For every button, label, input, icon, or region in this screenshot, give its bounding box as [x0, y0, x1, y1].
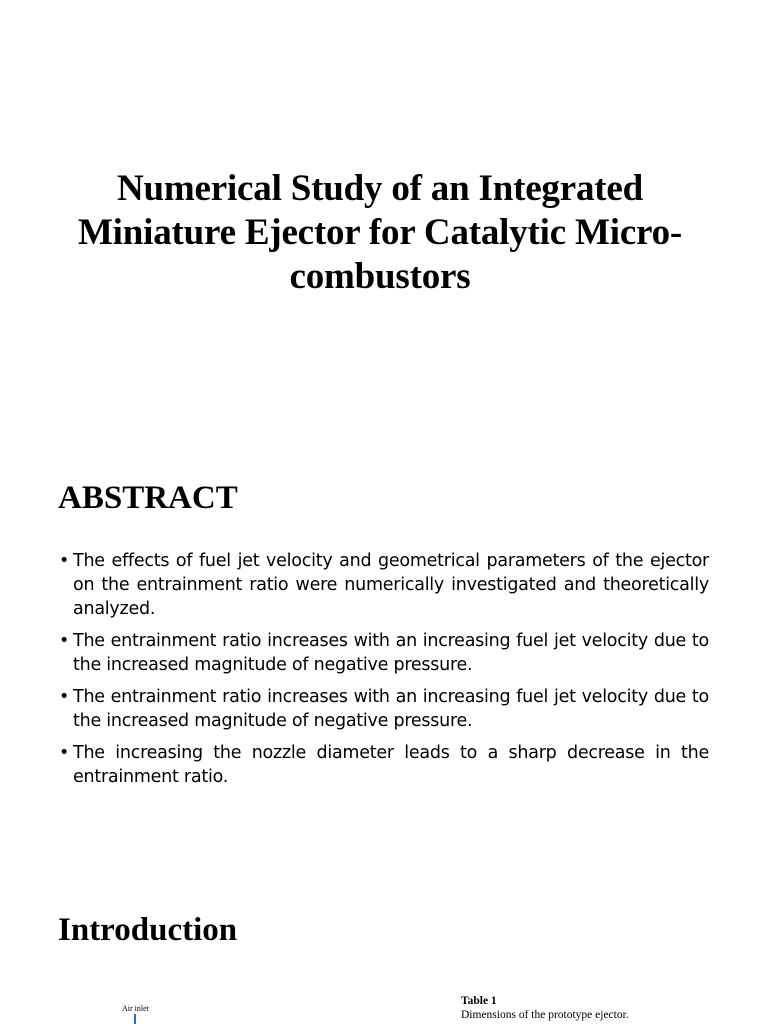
table-caption	[461, 994, 629, 1022]
list-item	[58, 549, 709, 621]
list-item	[58, 629, 709, 677]
bullet-text: The entrainment ratio increases with an increasing fuel jet velocity due to the increased magnitude of negative pressure.	[73, 631, 709, 675]
abstract-heading: ABSTRACT	[58, 480, 238, 516]
list-item	[58, 741, 709, 789]
bullet-text: The effects of fuel jet velocity and geometrical parameters of the ejector on the entrainment ratio were numerically investigated and theoretically analyzed.	[73, 551, 709, 619]
list-item	[58, 685, 709, 733]
bullet-text: The increasing the nozzle diameter leads to a sharp decrease in the entrainment ratio.	[73, 743, 709, 787]
abstract-bullet-list	[58, 549, 709, 797]
bullet-icon: •	[59, 551, 70, 571]
table-caption-text: Dimensions of the prototype ejector.	[461, 1009, 629, 1021]
bullet-icon: •	[59, 743, 70, 763]
bullet-text: The entrainment ratio increases with an increasing fuel jet velocity due to the increased magnitude of negative pressure.	[73, 687, 709, 731]
bullet-icon: •	[59, 631, 70, 651]
air-inlet-arrow-icon	[134, 1014, 136, 1024]
air-inlet-label: Air inlet	[122, 1004, 149, 1013]
bullet-icon: •	[59, 687, 70, 707]
page-title: Numerical Study of an Integrated Miniature Ejector for Catalytic Micro-combustors	[77, 168, 683, 297]
ejector-figure-fragment	[122, 1004, 162, 1024]
introduction-heading: Introduction	[58, 912, 238, 948]
table-label: Table 1	[461, 995, 497, 1007]
